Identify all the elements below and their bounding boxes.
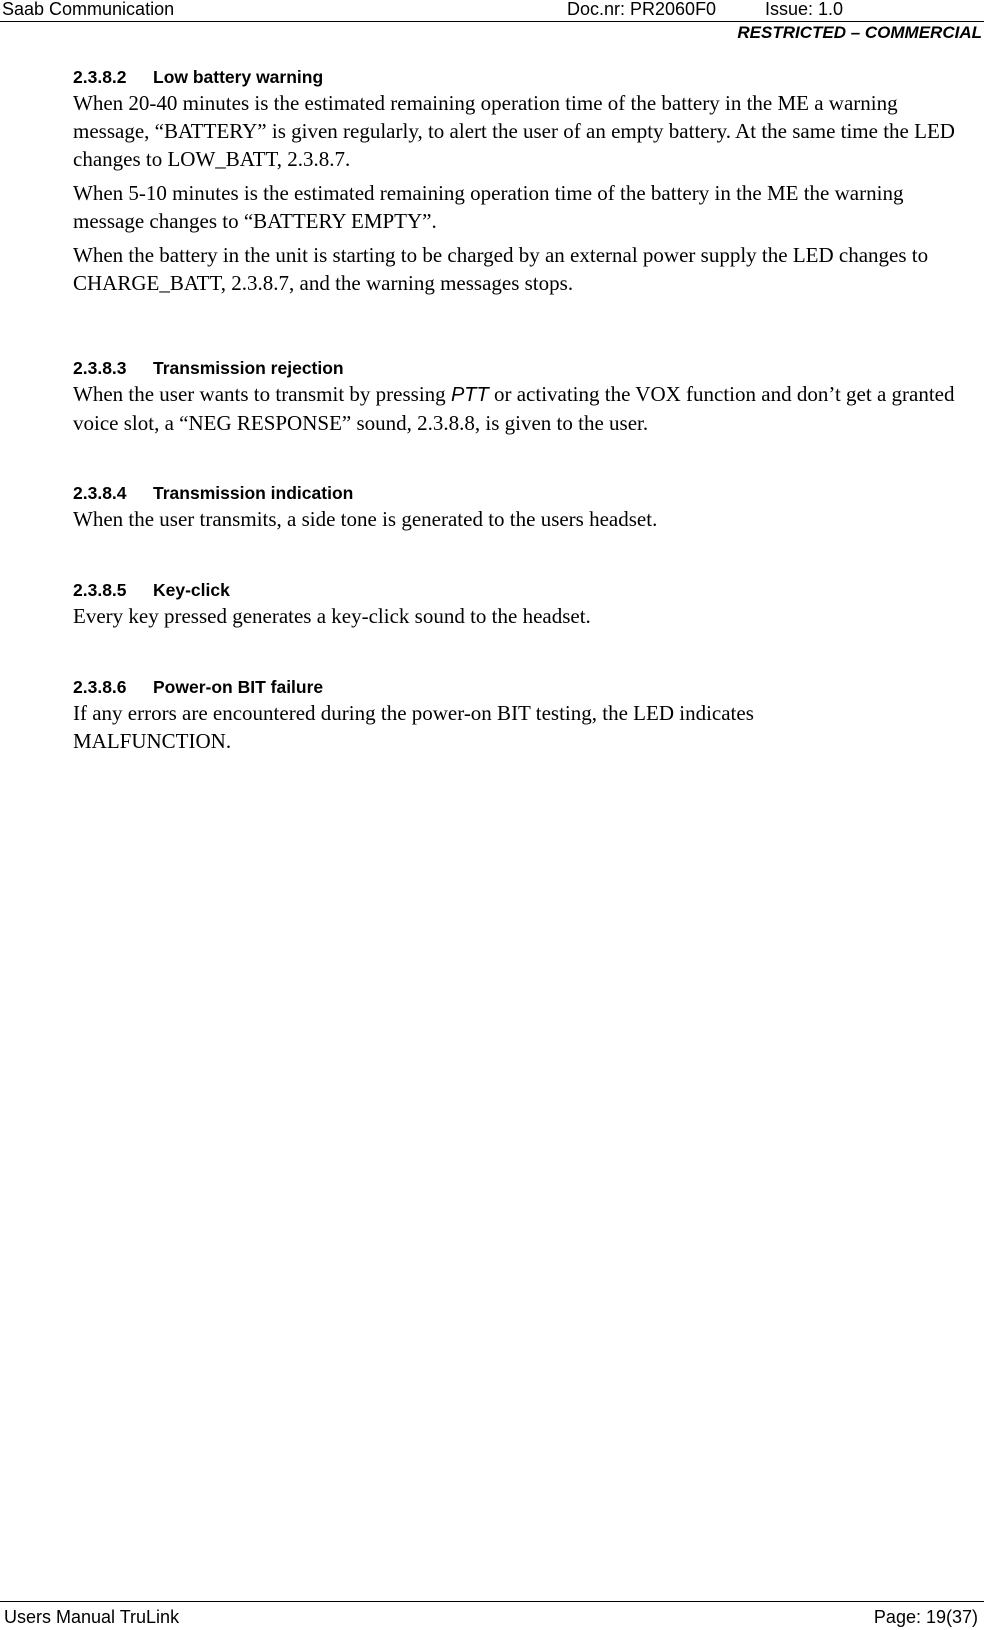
paragraph: When the user transmits, a side tone is generated to the users headset.: [73, 507, 658, 531]
section-number: 2.3.8.6: [73, 677, 127, 697]
paragraph-text: When the user wants to transmit by pressing: [73, 382, 446, 406]
section-low-battery-warning: [73, 65, 978, 297]
section-heading: [73, 675, 978, 699]
header-doc-number: Doc.nr: PR2060F0: [567, 0, 717, 19]
paragraph: When 5-10 minutes is the estimated remaining operation time of the battery in the ME the warning message changes to “BATTERY EMPTY”.: [73, 181, 904, 233]
header-company: Saab Communication: [2, 0, 175, 19]
footer-page-number: Page: 19(37): [873, 1607, 978, 1627]
paragraph: Every key pressed generates a key-click sound to the headset.: [73, 604, 591, 628]
section-heading: [73, 65, 978, 89]
header-issue: Issue: 1.0: [765, 0, 844, 19]
section-heading: [73, 356, 978, 380]
paragraph: If any errors are encountered during the power-on BIT testing, the LED indicates MALFUNCTION.: [73, 701, 754, 753]
section-title: Transmission rejection: [153, 358, 344, 378]
section-number: 2.3.8.2: [73, 67, 127, 87]
section-transmission-indication: [73, 481, 978, 533]
classification-label: RESTRICTED – COMMERCIAL: [737, 23, 982, 42]
section-heading: [73, 481, 978, 505]
paragraph: When the battery in the unit is starting to be charged by an external power supply the LED changes to CHARGE_BATT, 2.3.8.7, and the warning messages stops.: [73, 243, 929, 295]
section-title: Power-on BIT failure: [153, 677, 324, 697]
paragraph: When 20-40 minutes is the estimated remaining operation time of the battery in the ME a warning message, “BATTERY” is given regularly, to alert the user of an empty battery. At the same time the LED changes to LOW_BATT, 2.3.8.7.: [73, 91, 955, 171]
section-number: 2.3.8.5: [73, 580, 127, 600]
section-title: Transmission indication: [153, 483, 354, 503]
section-transmission-rejection: [73, 356, 978, 437]
page-footer: [0, 1601, 984, 1630]
paragraph-text: or activating the VOX function and don’t get a granted voice slot, a “NEG RESPONSE” sound, 2.3.8.8, is given to the user.: [73, 382, 955, 435]
paragraph: [73, 380, 978, 437]
section-title: Low battery warning: [153, 67, 324, 87]
ptt-keyword: PTT: [450, 384, 489, 406]
section-number: 2.3.8.4: [73, 483, 127, 503]
section-power-on-bit-failure: [73, 675, 978, 755]
section-key-click: [73, 578, 978, 630]
section-title: Key-click: [153, 580, 230, 600]
page-header: [0, 0, 984, 22]
footer-manual-title: Users Manual TruLink: [4, 1607, 180, 1627]
section-heading: [73, 578, 978, 602]
section-number: 2.3.8.3: [73, 358, 127, 378]
